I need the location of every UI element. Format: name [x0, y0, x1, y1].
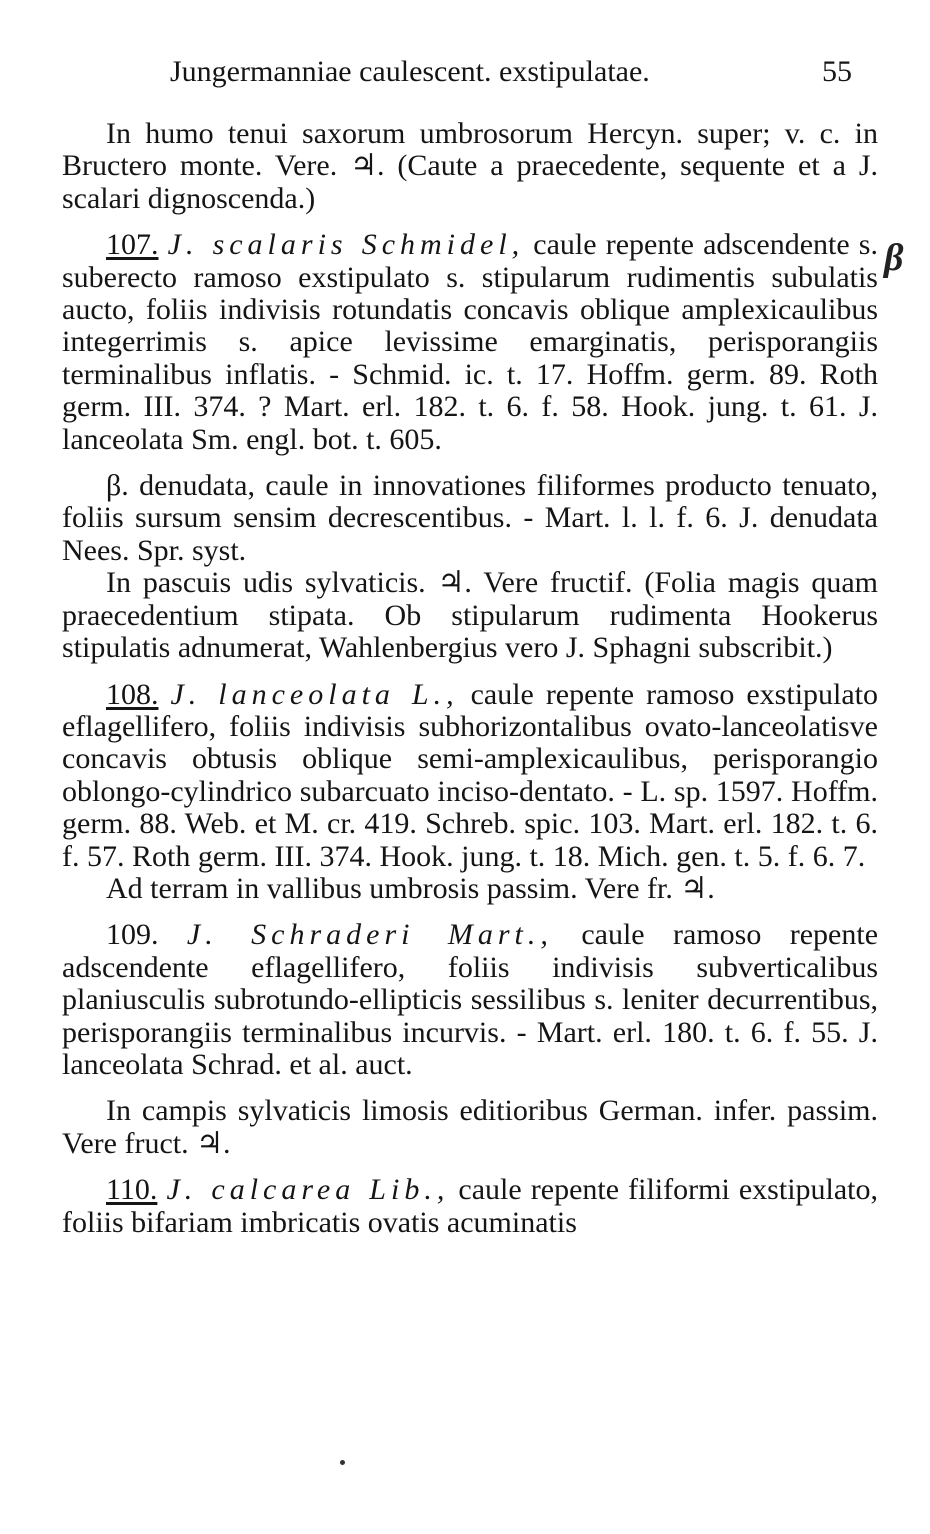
- species-name: J. lanceolata L.,: [170, 677, 459, 711]
- paragraph-text: β. denudata, caule in innovationes filiformes producto tenuato, foliis sursum sensim decrescentibus. - Mart. l. l. f. 6. J. denudata Nees. Spr. syst.: [62, 469, 878, 567]
- page-number: 55: [822, 55, 852, 88]
- paragraph-habitat-108: [62, 873, 878, 905]
- paragraph-habitat-109: [62, 1095, 878, 1160]
- paragraph-habitat-106: [62, 118, 878, 215]
- entry-description: caule repente adscendente s. suberecto ramoso exstipulato s. stipularum rudimentis subulatis aucto, foliis indivisis rotundatis concavis oblique amplexicaulibus integerrimis s. apice levissime emarginatis, perisporangiis terminalibus inflatis. - Schmid. ic. t. 17. Hoffm. germ. 89. Roth germ. III. 374. ? Mart. erl. 182. t. 6. f. 58. Hook. jung. t. 61. J. lanceolata Sm. engl. bot. t. 605.: [62, 228, 878, 456]
- entry-description: caule repente filiformi exstipulato, foliis bifariam imbricatis ovatis acuminatis: [62, 1173, 879, 1239]
- entry-108: [62, 679, 878, 873]
- running-header: [170, 50, 870, 94]
- entry-107: [62, 229, 878, 456]
- entry-description: caule ramoso repente adscendente eflagellifero, foliis indivisis subverticalibus planiusculis subrotundo-ellipticis sessilibus s. leniter decurrentibus, perisporangiis terminalibus incurvis. - Mart. erl. 180. t. 6. f. 55. J. lanceolata Schrad. et al. auct.: [62, 918, 879, 1081]
- entry-number: 107.: [106, 228, 159, 262]
- paragraph-habitat-107: [62, 567, 878, 664]
- print-speck: [340, 1460, 345, 1465]
- header-title: Jungermanniae caulescent. exstipulatae.: [170, 55, 650, 88]
- page-body: [62, 118, 878, 1239]
- paragraph-text: In pascuis udis sylvaticis. ♃. Vere fructif. (Folia magis quam praecedentium stipata. Ob stipularum rudimenta Hookerus stipulatis adnumerat, Wahlenbergius vero J. Sphagni subscribit.): [62, 566, 878, 665]
- species-name: J. Schraderi Mart.,: [186, 918, 553, 952]
- entry-number: 109.: [106, 918, 159, 952]
- entry-number: 110.: [106, 1173, 158, 1207]
- paragraph-text: In campis sylvaticis limosis editioribus German. infer. passim. Vere fruct. ♃.: [62, 1094, 878, 1160]
- species-name: J. scalaris Schmidel,: [167, 228, 525, 262]
- entry-description: caule repente ramoso exstipulato eflagellifero, foliis indivisis subhorizontalibus ovato-lanceolatisve concavis obtusis oblique semi-amplexicaulibus, perisporangio oblongo-cylindrico subarcuato inciso-dentato. - L. sp. 1597. Hoffm. germ. 88. Web. et M. cr. 419. Schreb. spic. 103. Mart. erl. 182. t. 6. f. 57. Roth germ. III. 374. Hook. jung. t. 18. Mich. gen. t. 5. f. 6. 7.: [62, 677, 879, 873]
- paragraph-text: In humo tenui saxorum umbrosorum Hercyn. super; v. c. in Bructero monte. Vere. ♃. (Caute a praecedente, sequente et a J. scalari dignoscenda.): [62, 117, 878, 215]
- variety-beta: [62, 470, 878, 567]
- entry-109: [62, 919, 878, 1081]
- entry-110: [62, 1174, 878, 1239]
- margin-annotation: β: [884, 237, 904, 279]
- entry-number: 108.: [106, 677, 159, 711]
- paragraph-text: Ad terram in vallibus umbrosis passim. Vere fr. ♃.: [106, 871, 715, 905]
- species-name: J. calcarea Lib.,: [166, 1173, 450, 1207]
